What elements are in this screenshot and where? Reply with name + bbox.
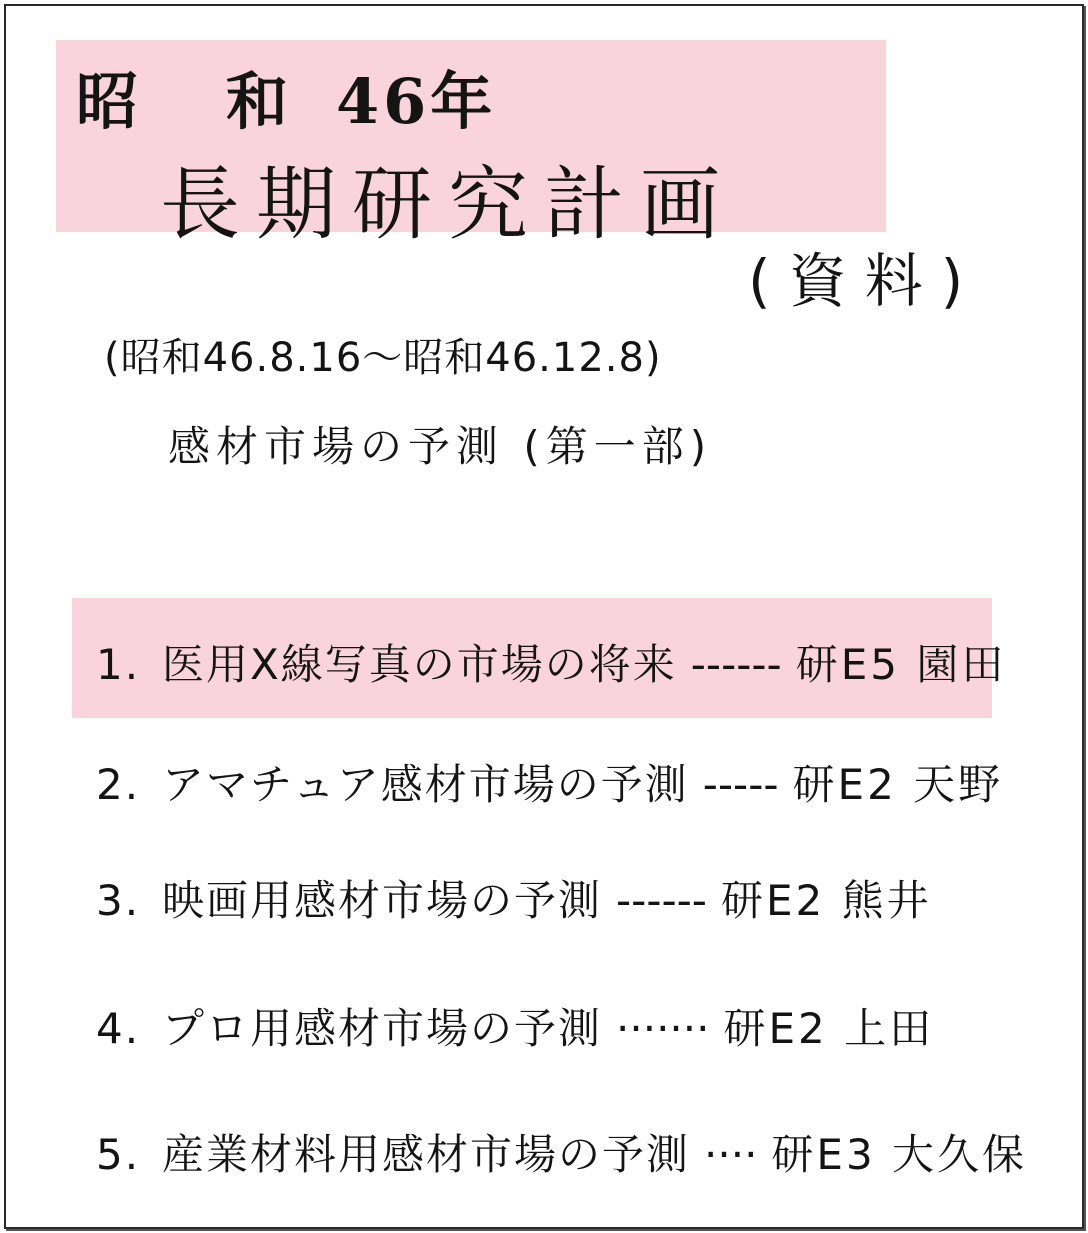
date-range: (昭和46.8.16～昭和46.12.8) <box>104 335 662 381</box>
list-item <box>96 996 934 1056</box>
item-topic: アマチュア感材市場の予測 <box>162 760 689 809</box>
item-leader-dots: ------ <box>616 876 707 925</box>
era-char-1: 昭 <box>76 65 143 138</box>
item-author: 研E2 天野 <box>792 760 1004 809</box>
document-title: 長期研究計画 <box>160 158 736 251</box>
item-number: 4. <box>96 1004 141 1053</box>
era-char-2: 和 <box>226 65 293 138</box>
list-item <box>96 632 1006 692</box>
section-subtitle: 感材市場の予測 (第一部) <box>168 422 713 471</box>
item-topic: プロ用感材市場の予測 <box>162 1004 603 1053</box>
item-leader-dots: ----- <box>702 760 779 809</box>
list-item <box>96 868 932 928</box>
item-leader-dots: ···· <box>704 1130 758 1179</box>
item-topic: 医用X線写真の市場の将来 <box>162 640 677 689</box>
item-topic: 産業材料用感材市場の予測 <box>162 1130 691 1179</box>
item-author: 研E2 熊井 <box>720 876 932 925</box>
era-year <box>76 52 496 141</box>
item-number: 5. <box>96 1130 141 1179</box>
era-year-number: 46年 <box>336 65 497 138</box>
item-leader-dots: ······· <box>616 1004 710 1053</box>
item-number: 3. <box>96 876 141 925</box>
item-author: 研E2 上田 <box>723 1004 935 1053</box>
item-number: 1. <box>96 640 141 689</box>
item-topic: 映画用感材市場の予測 <box>162 876 603 925</box>
item-author: 研E3 大久保 <box>771 1130 1028 1179</box>
item-number: 2. <box>96 760 141 809</box>
list-item <box>96 752 1003 812</box>
item-author: 研E5 園田 <box>795 640 1007 689</box>
list-item <box>96 1122 1027 1182</box>
document-type-label: (資料) <box>748 247 982 315</box>
item-leader-dots: ------ <box>690 640 782 689</box>
